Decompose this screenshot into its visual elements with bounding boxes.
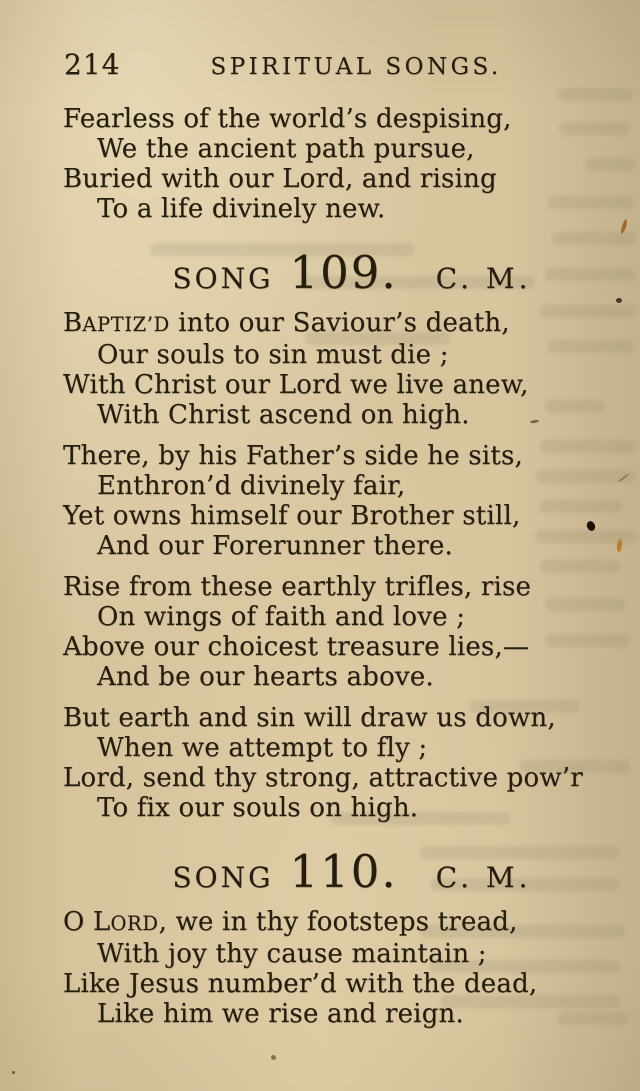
verse-line xyxy=(63,662,611,692)
verse-line xyxy=(63,531,611,561)
verse-text: With Christ our Lord we live anew, xyxy=(63,370,529,400)
song-heading xyxy=(63,246,611,299)
verse-line xyxy=(63,793,611,823)
verse-line xyxy=(63,632,611,662)
verse-text: When we attempt to fly ; xyxy=(97,733,428,763)
scan-speck xyxy=(12,1071,15,1074)
verse-line xyxy=(63,939,611,969)
verse-line xyxy=(63,572,611,602)
song-meter: C. M. xyxy=(435,262,532,295)
verse-line xyxy=(63,134,611,164)
verse-line xyxy=(63,164,611,194)
verse-text: With joy thy cause maintain ; xyxy=(97,939,487,969)
verse-text: Yet owns himself our Brother still, xyxy=(63,501,521,531)
verse-text: Rise from these earthly trifles, rise xyxy=(63,572,532,602)
stanza xyxy=(63,104,611,224)
verse-line xyxy=(63,194,611,224)
verse-text: And our Forerunner there. xyxy=(97,531,454,561)
verse-line xyxy=(63,370,611,400)
verse-text: B xyxy=(63,308,83,338)
stanza xyxy=(63,572,611,692)
verse-line xyxy=(63,441,611,471)
verse-text: into our Saviour’s death, xyxy=(169,308,510,338)
verse-text: Enthron’d divinely fair, xyxy=(97,471,406,501)
song-heading-label: SONG xyxy=(172,262,274,295)
verse-text: Like him we rise and reign. xyxy=(97,999,464,1029)
small-caps-text: ORD xyxy=(110,912,159,935)
verse-text: Lord, send thy strong, attractive pow’r xyxy=(63,763,583,793)
verse-text: With Christ ascend on high. xyxy=(97,400,470,430)
scan-speck xyxy=(271,1055,276,1060)
verse-text: Above our choicest treasure lies,— xyxy=(63,632,530,662)
verse-line xyxy=(63,602,611,632)
verse-line xyxy=(63,104,611,134)
song-meter: C. M. xyxy=(435,861,532,894)
verse-line xyxy=(63,400,611,430)
stanza xyxy=(63,907,611,1029)
verse-line xyxy=(63,999,611,1029)
verse-text: To fix our souls on high. xyxy=(97,793,419,823)
verse-line xyxy=(63,471,611,501)
verse-line xyxy=(63,763,611,793)
stanza xyxy=(63,703,611,823)
song-number: 109. xyxy=(289,246,398,299)
verse-line xyxy=(63,969,611,999)
running-title: SPIRITUAL SONGS. xyxy=(210,54,502,80)
verse-line xyxy=(63,703,611,733)
hymn-content xyxy=(63,104,611,1040)
verse-line xyxy=(63,501,611,531)
verse-text: To a life divinely new. xyxy=(97,194,386,224)
ghost-stripe xyxy=(558,88,633,101)
verse-line xyxy=(63,733,611,763)
verse-text: Our souls to sin must die ; xyxy=(97,340,449,370)
verse-text: But earth and sin will draw us down, xyxy=(63,703,556,733)
verse-text: Like Jesus number’d with the dead, xyxy=(63,969,538,999)
verse-text: , we in thy footsteps tread, xyxy=(158,907,518,937)
running-header xyxy=(64,48,594,81)
song-heading xyxy=(63,845,611,898)
verse-text: There, by his Father’s side he sits, xyxy=(63,441,524,471)
verse-text: Fearless of the world’s despising, xyxy=(63,104,512,134)
verse-line xyxy=(63,308,611,340)
song-heading-label: SONG xyxy=(172,861,274,894)
page-number: 214 xyxy=(64,48,121,81)
stanza xyxy=(63,308,611,430)
verse-line xyxy=(63,907,611,939)
verse-text: Buried with our Lord, and rising xyxy=(63,164,497,194)
verse-text: O L xyxy=(63,907,111,937)
verse-text: And be our hearts above. xyxy=(97,662,434,692)
verse-text: We the ancient path pursue, xyxy=(97,134,475,164)
verse-line xyxy=(63,340,611,370)
small-caps-text: APTIZ’D xyxy=(82,313,170,336)
song-number: 110. xyxy=(289,845,398,898)
verse-text: On wings of faith and love ; xyxy=(97,602,466,632)
stanza xyxy=(63,441,611,561)
scan-speck xyxy=(616,298,622,303)
